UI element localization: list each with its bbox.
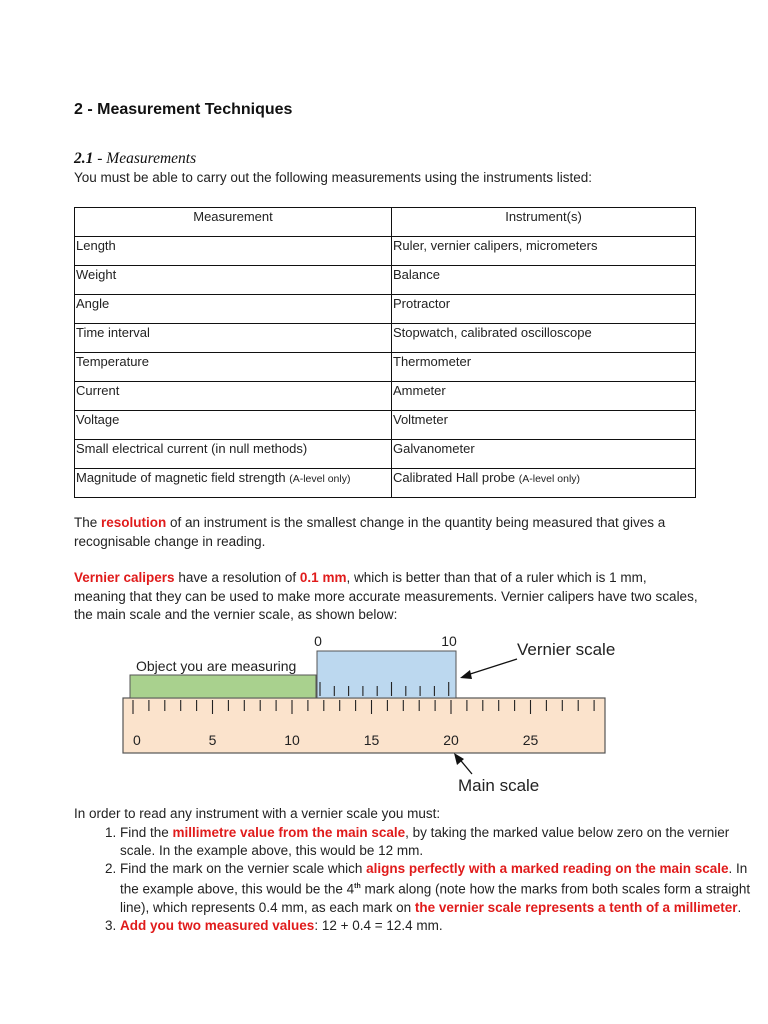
table-row bbox=[75, 266, 696, 295]
instrument-cell: Galvanometer bbox=[392, 440, 696, 469]
list-item bbox=[120, 860, 760, 917]
column-header: Instrument(s) bbox=[392, 208, 696, 237]
table-row bbox=[75, 469, 696, 498]
measured-object bbox=[130, 675, 316, 698]
main-scale-label: Main scale bbox=[458, 776, 540, 795]
measurement-cell: Small electrical current (in null methods) bbox=[75, 440, 392, 469]
highlight-text: millimetre value from the main scale bbox=[172, 825, 406, 840]
text-run: . In the example above, this would be the 4 bbox=[120, 861, 748, 897]
object-label: Object you are measuring bbox=[136, 658, 297, 674]
measurement-cell: Length bbox=[75, 237, 392, 266]
resolution-value: 0.1 mm bbox=[299, 570, 347, 585]
table-row bbox=[75, 295, 696, 324]
table-row bbox=[75, 353, 696, 382]
instrument-cell bbox=[392, 469, 696, 498]
measurement-table bbox=[74, 207, 696, 498]
measurement-cell: Current bbox=[75, 382, 392, 411]
vernier-scale-label: Vernier scale bbox=[517, 640, 616, 659]
column-header: Measurement bbox=[75, 208, 392, 237]
measurement-cell bbox=[75, 469, 392, 498]
text-run: of an instrument is the smallest change in the quantity being measured that gives a recognisable change in reading. bbox=[74, 515, 666, 549]
instrument-cell: Ruler, vernier calipers, micrometers bbox=[392, 237, 696, 266]
text-run: have a resolution of bbox=[174, 570, 300, 585]
list-item bbox=[120, 824, 760, 860]
vernier-diagram bbox=[122, 628, 622, 798]
instrument-cell: Thermometer bbox=[392, 353, 696, 382]
main-scale-label: 5 bbox=[208, 732, 217, 748]
vernier-paragraph bbox=[74, 569, 702, 625]
vernier-tick-label: 0 bbox=[314, 633, 322, 649]
text-run: Find the bbox=[120, 825, 173, 840]
main-scale-label: 15 bbox=[363, 732, 380, 748]
section-name: - Measurements bbox=[97, 150, 197, 167]
table-row bbox=[75, 237, 696, 266]
vernier-term: Vernier calipers bbox=[74, 570, 175, 585]
vernier-arrow-head bbox=[460, 670, 472, 679]
text-run: : 12 + 0.4 = 12.4 mm. bbox=[314, 917, 443, 933]
highlight-text: Add you two measured values bbox=[120, 917, 315, 933]
instrument-cell: Balance bbox=[392, 266, 696, 295]
vernier-tick-label: 10 bbox=[441, 633, 457, 649]
reading-intro: In order to read any instrument with a vernier scale you must: bbox=[74, 806, 441, 821]
vernier-scale-plate bbox=[317, 651, 456, 698]
measurement-cell: Voltage bbox=[75, 411, 392, 440]
ordinal-suffix: th bbox=[354, 883, 361, 890]
resolution-paragraph bbox=[74, 514, 702, 551]
highlight-text: the vernier scale represents a tenth of a millimeter bbox=[414, 899, 738, 915]
instrument-cell: Stopwatch, calibrated oscilloscope bbox=[392, 324, 696, 353]
measurement-cell: Temperature bbox=[75, 353, 392, 382]
list-item bbox=[120, 917, 760, 935]
main-scale-label: 20 bbox=[443, 732, 459, 748]
main-scale-label: 25 bbox=[522, 732, 539, 748]
text-run: The bbox=[74, 515, 102, 530]
a-level-note: (A-level only) bbox=[289, 473, 351, 485]
resolution-term: resolution bbox=[101, 515, 167, 530]
table-row bbox=[75, 440, 696, 469]
main-scale-label: 0 bbox=[133, 732, 141, 748]
highlight-text: aligns perfectly with a marked reading on the main scale bbox=[366, 861, 729, 876]
section-heading bbox=[74, 150, 196, 168]
text-run: mark along (note how the marks from both scales form a straight line), which represents 0.4 mm, as each mark on bbox=[120, 881, 751, 915]
vernier-arrow-line bbox=[464, 659, 517, 676]
instrument-cell: Ammeter bbox=[392, 382, 696, 411]
main-scale-label: 10 bbox=[284, 732, 300, 748]
table-row bbox=[75, 382, 696, 411]
intro-text: You must be able to carry out the following measurements using the instruments listed: bbox=[74, 170, 593, 185]
text-run: . bbox=[737, 899, 742, 915]
measurement-cell: Weight bbox=[75, 266, 392, 295]
text-run: Find the mark on the vernier scale which bbox=[120, 861, 367, 876]
page-title: 2 - Measurement Techniques bbox=[74, 101, 293, 118]
table-row bbox=[75, 324, 696, 353]
reading-steps bbox=[74, 824, 760, 935]
measurement-cell: Angle bbox=[75, 295, 392, 324]
a-level-note: (A-level only) bbox=[518, 473, 581, 485]
table-row bbox=[75, 411, 696, 440]
text-run: , which is better than that of a ruler which is 1 mm, meaning that they can be used to make more accurate measurements. Vernier calipers have two scales, the main scale and the vernier scale, as shown below: bbox=[74, 570, 698, 622]
instrument-cell: Voltmeter bbox=[392, 411, 696, 440]
table-header-row bbox=[75, 208, 696, 237]
section-number: 2.1 bbox=[74, 150, 94, 167]
instrument-cell: Protractor bbox=[392, 295, 696, 324]
instrument-text: Calibrated Hall probe bbox=[393, 470, 516, 485]
text-run: , by taking the marked value below zero on the vernier scale. In the example above, this would be 12 mm. bbox=[120, 825, 730, 858]
measurement-text: Magnitude of magnetic field strength bbox=[76, 470, 286, 485]
measurement-cell: Time interval bbox=[75, 324, 392, 353]
